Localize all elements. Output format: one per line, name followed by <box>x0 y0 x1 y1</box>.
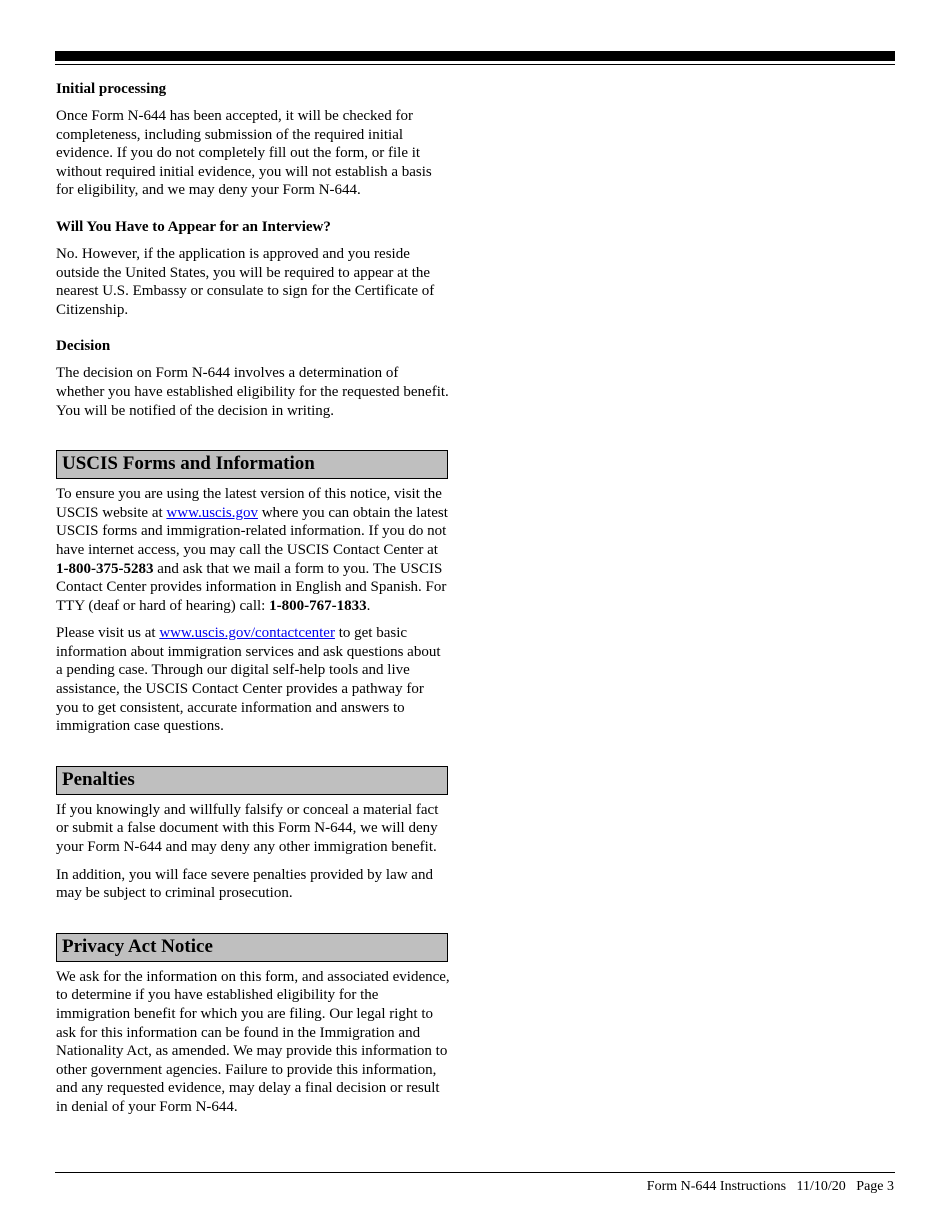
footer-page-number: Page 3 <box>856 1179 894 1194</box>
interview-text: No. However, if the application is approved and you reside outside the United States, you will be required to appear at the nearest U.S. Embassy or consulate to sign for the Certificate of Citizenship. <box>56 245 435 318</box>
interview-heading: Will You Have to Appear for an Interview? <box>56 218 331 235</box>
content-column <box>56 80 450 1117</box>
tty-phone: 1-800-767-1833 <box>269 597 367 614</box>
header-rule-thick <box>55 51 895 61</box>
penalties-paragraph-2: In addition, you will face severe penalties provided by law and may be subject to criminal prosecution. <box>56 866 433 902</box>
uscis-website-link[interactable]: www.uscis.gov <box>166 504 258 521</box>
privacy-act-section-header: Privacy Act Notice <box>56 933 448 962</box>
privacy-act-text: We ask for the information on this form, and associated evidence, to determine if you have established eligibility for the immigration benefit for which you are filing. Our legal right to ask for this information can be found in the Immigration and Nationality Act, as amended. We may provide this information to other government agencies. Failure to provide this information, and any requested evidence, may delay a final decision or result in denial of your Form N-644. <box>56 968 450 1115</box>
penalties-paragraph-1: If you knowingly and willfully falsify or conceal a material fact or submit a false document with this Form N-644, we will deny your Form N-644 and may deny any other immigration benefit. <box>56 801 439 856</box>
contact-center-phone: 1-800-375-5283 <box>56 560 154 577</box>
footer-form-name: Form N-644 Instructions <box>646 1179 787 1194</box>
uscis-forms-section-header: USCIS Forms and Information <box>56 450 448 479</box>
decision-heading: Decision <box>56 338 111 355</box>
initial-processing-text: Once Form N-644 has been accepted, it will be checked for completeness, including submission of the required initial evidence. If you do not completely fill out the form, or file it without required initial evidence, you will not establish a basis for eligibility, and we may deny your Form N-644. <box>56 108 432 199</box>
decision-text: The decision on Form N-644 involves a determination of whether you have established eligibility for the requested benefit. You will be notified of the decision in writing. <box>56 365 449 419</box>
initial-processing-heading: Initial processing <box>56 81 167 97</box>
penalties-section-header: Penalties <box>56 766 448 795</box>
uscis-forms-paragraph-1: To ensure you are using the latest version of this notice, visit the USCIS website at www.uscis.gov where you can obtain the latest USCIS forms and immigration-related information. If you do not have internet access, you may call the USCIS Contact Center at 1-800-375-5283 and ask that we mail a form to you. The USCIS Contact Center provides information in English and Spanish. For TTY (deaf or hard of hearing) call: 1-800-767-1833. <box>56 486 448 614</box>
page-footer <box>647 1178 894 1195</box>
footer-rule <box>55 1172 895 1173</box>
contact-center-link[interactable]: www.uscis.gov/contactcenter <box>159 625 335 642</box>
footer-date: 11/10/20 <box>796 1179 846 1194</box>
uscis-forms-paragraph-2: Please visit us at www.uscis.gov/contactcenter to get basic information about immigration services and ask questions about a pending case. Through our digital self-help tools and live assistance, the USCIS Contact Center provides a pathway for you to get consistent, accurate information and answers to immigration case questions. <box>56 625 441 735</box>
header-rule-thin <box>55 64 895 65</box>
